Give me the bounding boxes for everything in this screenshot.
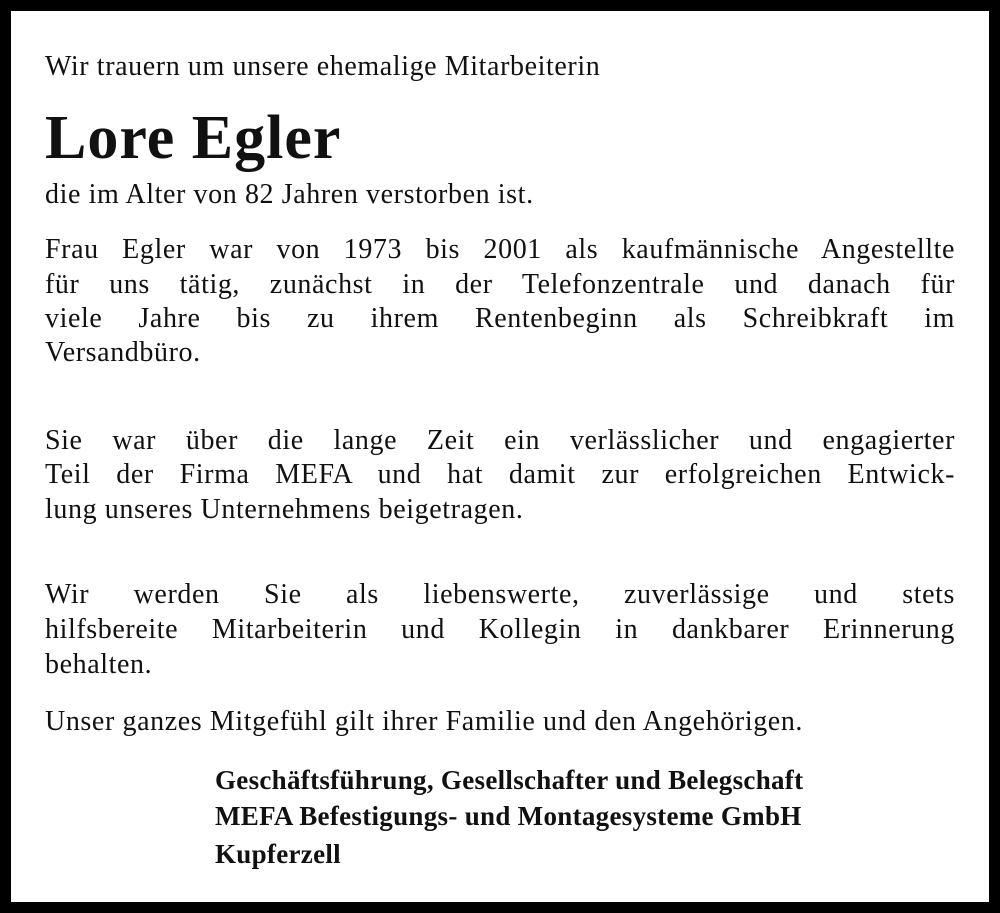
paragraph2-line: lung unseres Unternehmens beigetragen.: [45, 494, 524, 525]
age-line: die im Alter von 82 Jahren verstorben ist.: [45, 179, 534, 210]
paragraph2-line: Sie war über die lange Zeit ein verlässlicher und engagierter: [45, 425, 955, 456]
signature-line: Kupferzell: [215, 839, 341, 869]
paragraph1-line: Frau Egler war von 1973 bis 2001 als kaufmännische Angestellte: [45, 234, 955, 265]
paragraph3-line: behalten.: [45, 649, 153, 680]
paragraph2-line: Teil der Firma MEFA und hat damit zur erfolgreichen Entwick-: [45, 459, 955, 490]
signature-line: Geschäftsführung, Gesellschafter und Belegschaft: [215, 765, 804, 795]
paragraph1-line: für uns tätig, zunächst in der Telefonzentrale und danach für: [45, 269, 955, 300]
intro-line: Wir trauern um unsere ehemalige Mitarbeiterin: [45, 51, 601, 82]
closing-line: Unser ganzes Mitgefühl gilt ihrer Familie und den Angehörigen.: [45, 706, 804, 737]
deceased-name: Lore Egler: [45, 104, 342, 172]
paragraph1-line: viele Jahre bis zu ihrem Rentenbeginn als Schreibkraft im: [45, 303, 955, 334]
paragraph1-line: Versandbüro.: [45, 337, 201, 368]
paragraph3-line: Wir werden Sie als liebenswerte, zuverlässige und stets: [45, 579, 955, 610]
signature-line: MEFA Befestigungs- und Montagesysteme GmbH: [215, 801, 802, 831]
paragraph3-line: hilfsbereite Mitarbeiterin und Kollegin in dankbarer Erinnerung: [45, 614, 955, 645]
